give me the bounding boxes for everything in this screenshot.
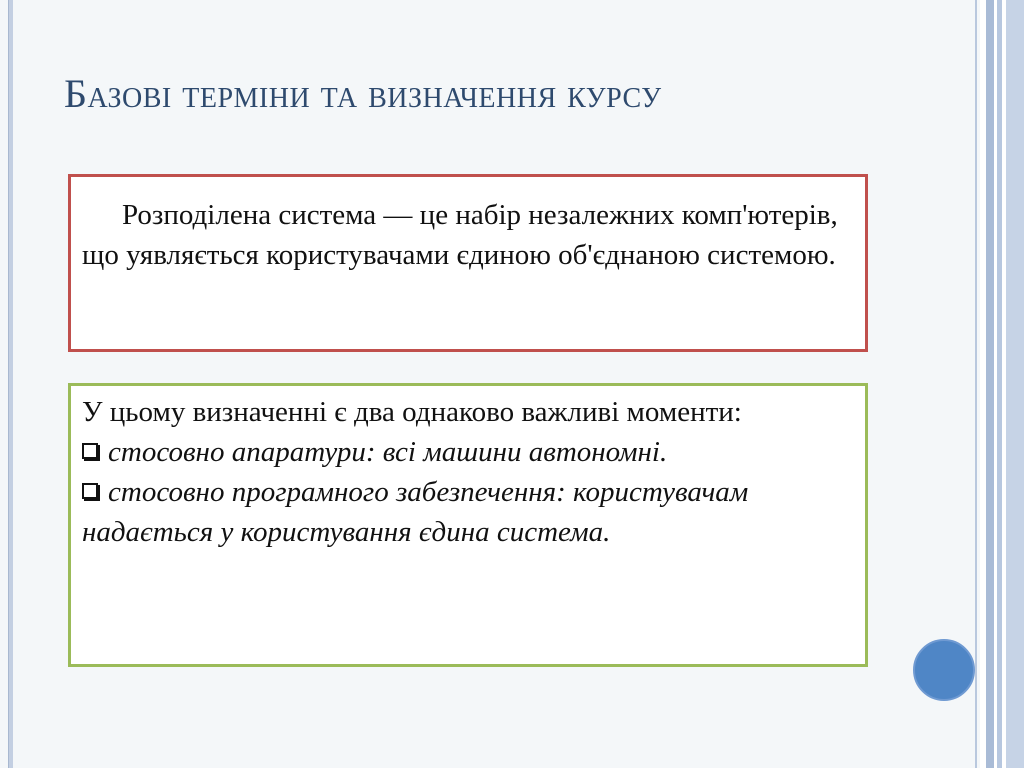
decorative-circle-icon (913, 639, 975, 701)
list-item (82, 432, 855, 472)
right-stripe (986, 0, 994, 768)
slide-title: Базові терміни та визначення курсу (64, 71, 662, 116)
right-stripe (975, 0, 977, 768)
right-stripe (1006, 0, 1024, 768)
key-points-intro: У цьому визначенні є два однаково важливі моменти: (82, 396, 742, 428)
list-item (82, 472, 855, 552)
list-item-text: стосовно програмного забезпечення: користувачам надається у користування єдина система. (82, 476, 749, 548)
checkbox-bullet-icon (82, 443, 98, 459)
key-points-box (68, 383, 868, 667)
definition-box (68, 174, 868, 352)
list-item-text: стосовно апаратури: всі машини автономні. (108, 436, 668, 468)
left-frame-line (8, 0, 13, 768)
definition-text: Розподілена система — це набір незалежних комп'ютерів, що уявляється користувачами єдиною об'єднаною системою. (82, 199, 838, 271)
checkbox-bullet-icon (82, 483, 98, 499)
